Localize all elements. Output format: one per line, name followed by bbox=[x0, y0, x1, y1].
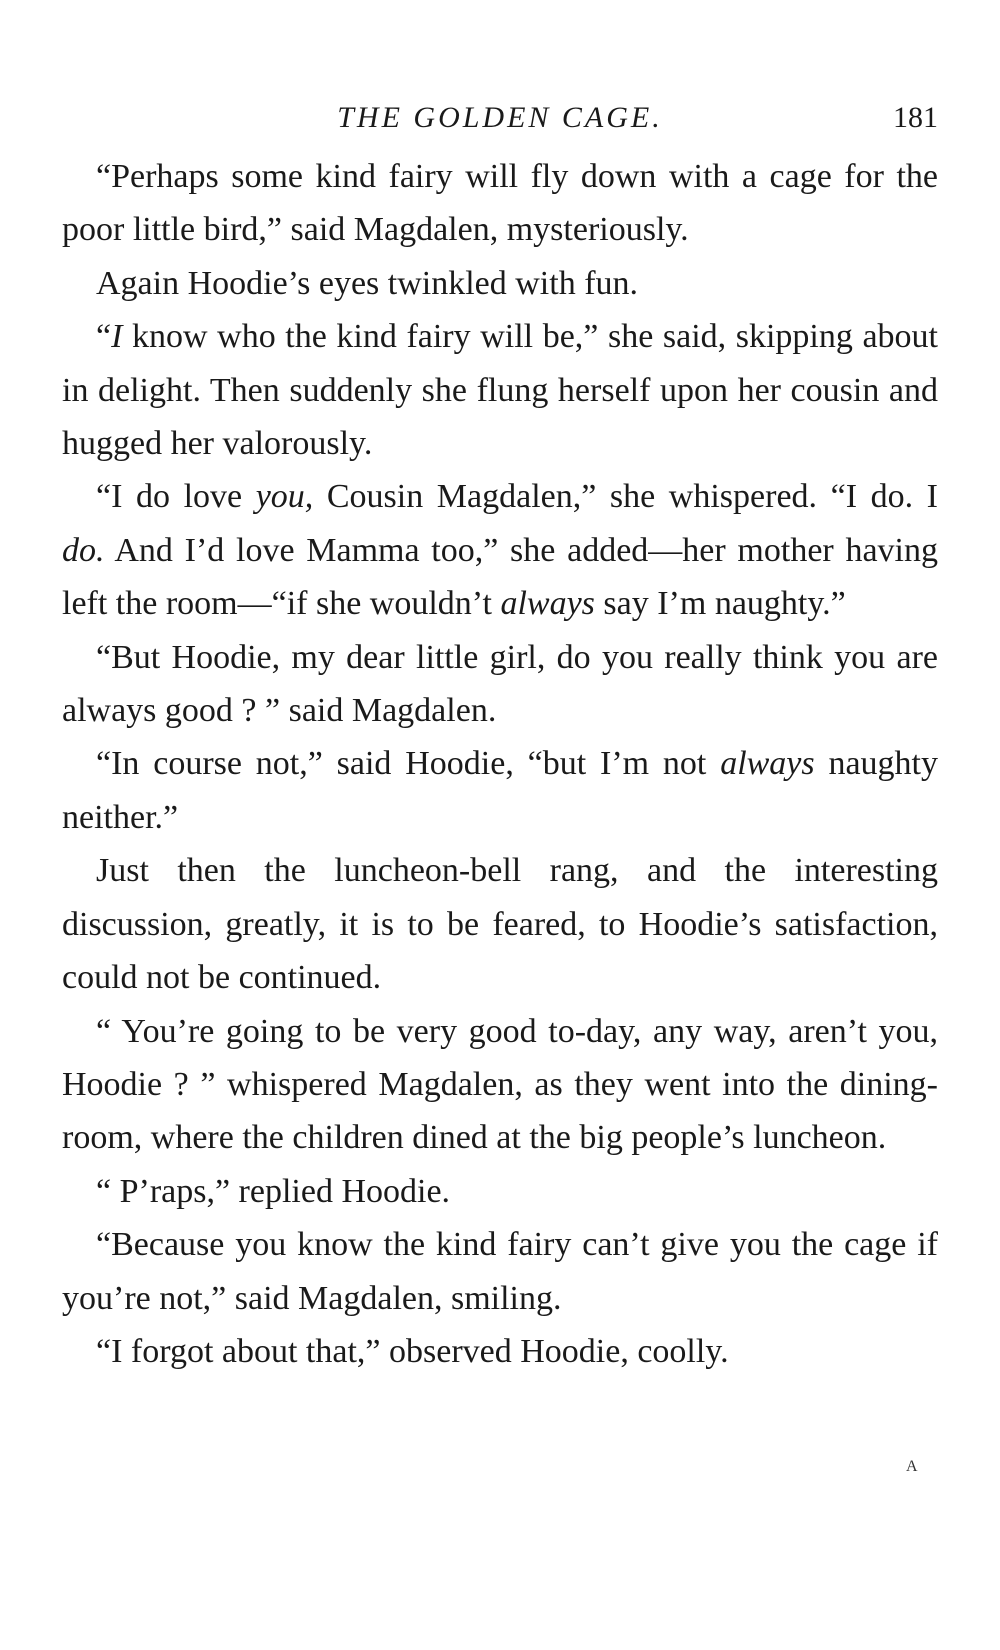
running-head bbox=[62, 95, 938, 139]
body-text bbox=[62, 150, 938, 1378]
text-segment: “ bbox=[96, 318, 112, 356]
paragraph bbox=[62, 1005, 938, 1165]
paragraph bbox=[62, 470, 938, 630]
paragraph bbox=[62, 257, 938, 310]
paragraph bbox=[62, 1165, 938, 1218]
text-segment: “I do love bbox=[96, 478, 256, 516]
paragraph bbox=[62, 310, 938, 470]
paragraph bbox=[62, 737, 938, 844]
text-segment: know who the kind fairy will be,” she said, skipping about in delight. Then suddenly she flung herself upon her cousin and hugged her valorously. bbox=[62, 318, 938, 463]
text-segment: “But Hoodie, my dear little girl, do you really think you are always good ? ” said Magdalen. bbox=[62, 638, 938, 730]
text-segment: Cousin Magdalen,” she whispered. “I do. I bbox=[313, 478, 938, 516]
paragraph bbox=[62, 844, 938, 1004]
page-number: 181 bbox=[893, 101, 938, 134]
italic-segment: always bbox=[720, 745, 815, 783]
text-segment: And I’d love Mamma too,” she added—her mother having left the room—“if she wouldn’t bbox=[62, 531, 938, 623]
text-segment: Again Hoodie’s eyes twinkled with fun. bbox=[96, 264, 639, 302]
italic-segment: I bbox=[111, 318, 123, 356]
text-segment: “Perhaps some kind fairy will fly down with a cage for the poor little bird,” said Magdalen, mysteriously. bbox=[62, 158, 938, 249]
text-segment: “Because you know the kind fairy can’t give you the cage if you’re not,” said Magdalen, smiling. bbox=[62, 1226, 938, 1317]
text-segment: naughty neither.” bbox=[62, 745, 938, 836]
text-segment: “I forgot about that,” observed Hoodie, coolly. bbox=[96, 1332, 729, 1370]
text-segment: say I’m naughty.” bbox=[594, 585, 846, 623]
text-segment: “ P’raps,” replied Hoodie. bbox=[96, 1172, 451, 1210]
paragraph bbox=[62, 631, 938, 738]
italic-segment: always bbox=[500, 585, 595, 623]
text-segment: “ You’re going to be very good to-day, any way, aren’t you, Hoodie ? ” whispered Magdalen, as they went into the dining-room, where the children dined at the big people’s luncheon. bbox=[62, 1012, 938, 1157]
text-segment: “In course not,” said Hoodie, “but I’m not bbox=[96, 745, 721, 783]
italic-segment: do. bbox=[62, 531, 105, 569]
italic-segment: you, bbox=[255, 478, 314, 516]
signature-mark: A bbox=[906, 1458, 918, 1475]
text-segment: Just then the luncheon-bell rang, and the interesting discussion, greatly, it is to be feared, to Hoodie’s satisfaction, could not be continued. bbox=[62, 852, 938, 997]
running-title: THE GOLDEN CAGE. bbox=[337, 101, 663, 134]
paragraph bbox=[62, 150, 938, 257]
paragraph bbox=[62, 1325, 938, 1378]
paragraph bbox=[62, 1218, 938, 1325]
